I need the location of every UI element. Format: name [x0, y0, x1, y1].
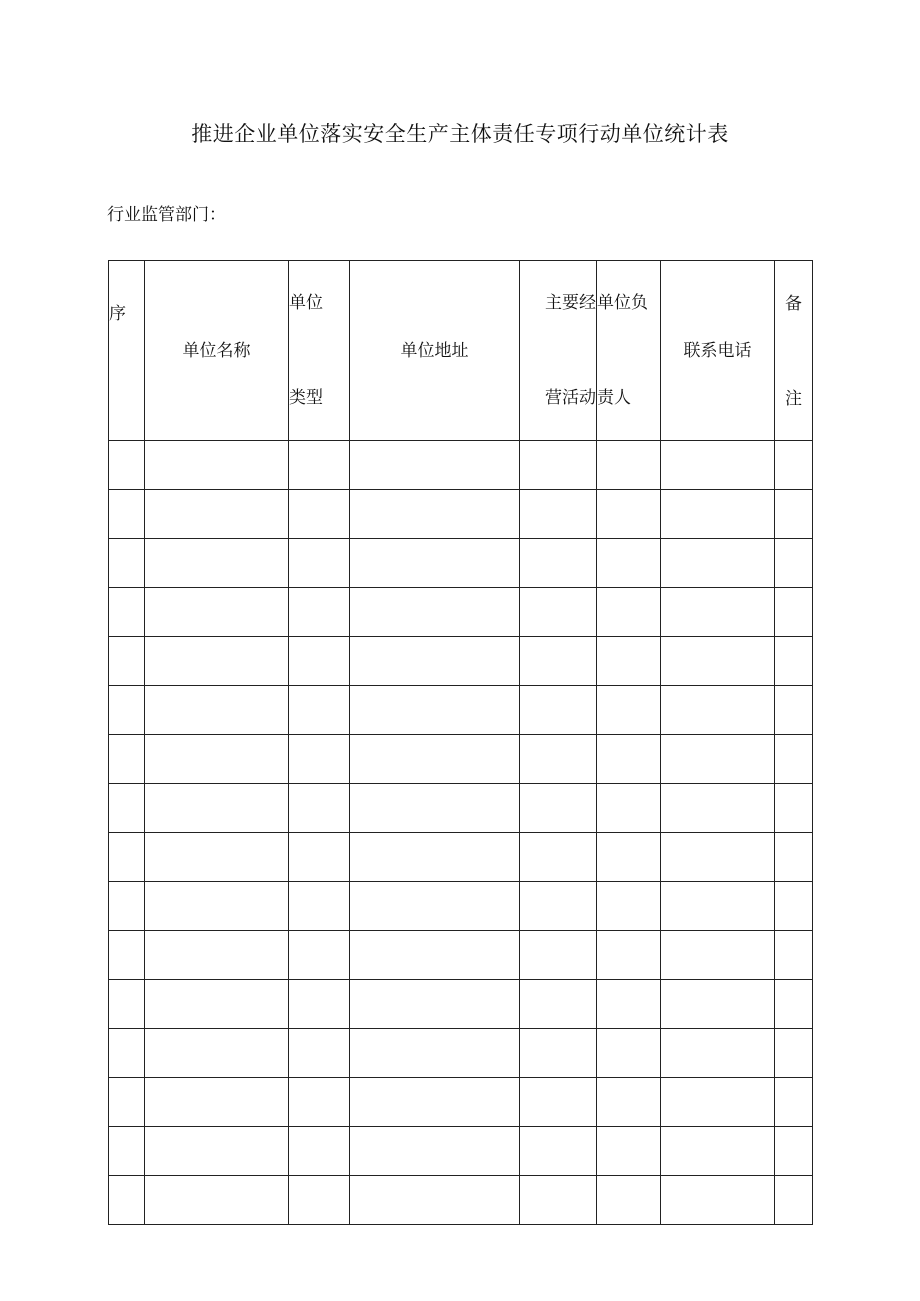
cell-main-activity [520, 1078, 597, 1127]
cell-unit-name [145, 980, 289, 1029]
cell-note [775, 735, 813, 784]
cell-main-activity [520, 686, 597, 735]
cell-note [775, 784, 813, 833]
cell-phone [661, 1127, 775, 1176]
cell-unit-type [289, 1176, 350, 1225]
cell-main-activity [520, 1176, 597, 1225]
cell-unit-address [350, 441, 520, 490]
cell-main-activity [520, 735, 597, 784]
cell-seq [109, 686, 145, 735]
cell-unit-type [289, 1127, 350, 1176]
cell-unit-head [597, 490, 661, 539]
header-unit-type: 单位 类型 [289, 261, 350, 441]
department-label: 行业监管部门： [107, 205, 226, 225]
cell-seq [109, 735, 145, 784]
cell-unit-head [597, 931, 661, 980]
cell-seq [109, 980, 145, 1029]
cell-unit-address [350, 882, 520, 931]
cell-phone [661, 441, 775, 490]
table-row [109, 441, 813, 490]
cell-unit-head [597, 1029, 661, 1078]
cell-unit-address [350, 490, 520, 539]
cell-unit-address [350, 784, 520, 833]
cell-unit-type [289, 686, 350, 735]
table-row [109, 637, 813, 686]
cell-unit-head [597, 980, 661, 1029]
header-unit-name: 单位名称 [145, 261, 289, 441]
cell-phone [661, 490, 775, 539]
cell-unit-name [145, 1078, 289, 1127]
cell-unit-address [350, 686, 520, 735]
cell-unit-name [145, 1127, 289, 1176]
cell-unit-head [597, 784, 661, 833]
cell-note [775, 1078, 813, 1127]
cell-note [775, 441, 813, 490]
table-row [109, 882, 813, 931]
cell-unit-head [597, 637, 661, 686]
cell-main-activity [520, 882, 597, 931]
cell-seq [109, 637, 145, 686]
cell-phone [661, 1029, 775, 1078]
cell-phone [661, 686, 775, 735]
cell-note [775, 833, 813, 882]
table-row [109, 1078, 813, 1127]
cell-phone [661, 882, 775, 931]
cell-unit-name [145, 686, 289, 735]
cell-seq [109, 588, 145, 637]
cell-unit-type [289, 588, 350, 637]
cell-unit-name [145, 441, 289, 490]
cell-unit-name [145, 539, 289, 588]
cell-phone [661, 833, 775, 882]
cell-seq [109, 784, 145, 833]
cell-note [775, 686, 813, 735]
cell-unit-head [597, 441, 661, 490]
table-row [109, 588, 813, 637]
table-row [109, 784, 813, 833]
header-main-activity: 主要经 营活动 [520, 261, 597, 441]
cell-unit-name [145, 882, 289, 931]
cell-unit-type [289, 1078, 350, 1127]
cell-note [775, 539, 813, 588]
header-unit-address: 单位地址 [350, 261, 520, 441]
statistics-table [108, 260, 813, 1225]
cell-unit-head [597, 833, 661, 882]
cell-seq [109, 931, 145, 980]
cell-note [775, 882, 813, 931]
cell-seq [109, 833, 145, 882]
header-note: 备 注 [775, 261, 813, 441]
cell-note [775, 1029, 813, 1078]
table-row [109, 539, 813, 588]
cell-unit-name [145, 490, 289, 539]
cell-unit-type [289, 441, 350, 490]
table-row [109, 686, 813, 735]
document-title: 推进企业单位落实安全生产主体责任专项行动单位统计表 [191, 122, 729, 146]
header-seq: 序 [109, 261, 145, 441]
cell-unit-name [145, 588, 289, 637]
header-unit-head: 单位负 责人 [597, 261, 661, 441]
cell-seq [109, 1078, 145, 1127]
cell-unit-name [145, 833, 289, 882]
cell-unit-address [350, 1029, 520, 1078]
cell-unit-address [350, 588, 520, 637]
cell-unit-type [289, 539, 350, 588]
table-row [109, 931, 813, 980]
cell-unit-type [289, 637, 350, 686]
cell-phone [661, 784, 775, 833]
table-row [109, 735, 813, 784]
cell-unit-head [597, 1176, 661, 1225]
cell-unit-type [289, 882, 350, 931]
cell-unit-head [597, 882, 661, 931]
cell-main-activity [520, 784, 597, 833]
table-row [109, 833, 813, 882]
cell-unit-name [145, 1176, 289, 1225]
cell-main-activity [520, 441, 597, 490]
cell-note [775, 1127, 813, 1176]
cell-seq [109, 1127, 145, 1176]
table-row [109, 1127, 813, 1176]
cell-seq [109, 882, 145, 931]
cell-seq [109, 539, 145, 588]
cell-main-activity [520, 1029, 597, 1078]
cell-phone [661, 637, 775, 686]
cell-unit-address [350, 637, 520, 686]
cell-unit-address [350, 931, 520, 980]
cell-unit-head [597, 539, 661, 588]
cell-unit-name [145, 784, 289, 833]
cell-unit-address [350, 735, 520, 784]
cell-unit-name [145, 637, 289, 686]
cell-phone [661, 1176, 775, 1225]
cell-phone [661, 931, 775, 980]
cell-seq [109, 1176, 145, 1225]
cell-main-activity [520, 980, 597, 1029]
cell-phone [661, 539, 775, 588]
table-body [109, 441, 813, 1225]
cell-unit-type [289, 833, 350, 882]
cell-unit-type [289, 490, 350, 539]
cell-unit-address [350, 1127, 520, 1176]
cell-unit-name [145, 931, 289, 980]
cell-phone [661, 588, 775, 637]
cell-unit-head [597, 588, 661, 637]
header-phone: 联系电话 [661, 261, 775, 441]
cell-main-activity [520, 833, 597, 882]
cell-unit-name [145, 1029, 289, 1078]
cell-unit-type [289, 784, 350, 833]
table-row [109, 490, 813, 539]
cell-unit-type [289, 980, 350, 1029]
cell-unit-head [597, 686, 661, 735]
cell-note [775, 637, 813, 686]
cell-seq [109, 441, 145, 490]
table-row [109, 1176, 813, 1225]
cell-note [775, 980, 813, 1029]
cell-unit-type [289, 1029, 350, 1078]
cell-unit-head [597, 1078, 661, 1127]
cell-note [775, 490, 813, 539]
cell-unit-address [350, 1078, 520, 1127]
cell-unit-type [289, 735, 350, 784]
cell-main-activity [520, 490, 597, 539]
cell-main-activity [520, 1127, 597, 1176]
header-row [109, 261, 813, 441]
cell-note [775, 931, 813, 980]
cell-unit-address [350, 980, 520, 1029]
cell-main-activity [520, 539, 597, 588]
cell-seq [109, 490, 145, 539]
cell-unit-address [350, 539, 520, 588]
table-row [109, 1029, 813, 1078]
cell-main-activity [520, 931, 597, 980]
cell-unit-address [350, 833, 520, 882]
cell-note [775, 588, 813, 637]
cell-phone [661, 1078, 775, 1127]
cell-unit-name [145, 735, 289, 784]
cell-note [775, 1176, 813, 1225]
cell-seq [109, 1029, 145, 1078]
cell-main-activity [520, 588, 597, 637]
cell-unit-head [597, 1127, 661, 1176]
table-row [109, 980, 813, 1029]
cell-unit-head [597, 735, 661, 784]
cell-phone [661, 735, 775, 784]
cell-unit-type [289, 931, 350, 980]
cell-phone [661, 980, 775, 1029]
cell-main-activity [520, 637, 597, 686]
cell-unit-address [350, 1176, 520, 1225]
